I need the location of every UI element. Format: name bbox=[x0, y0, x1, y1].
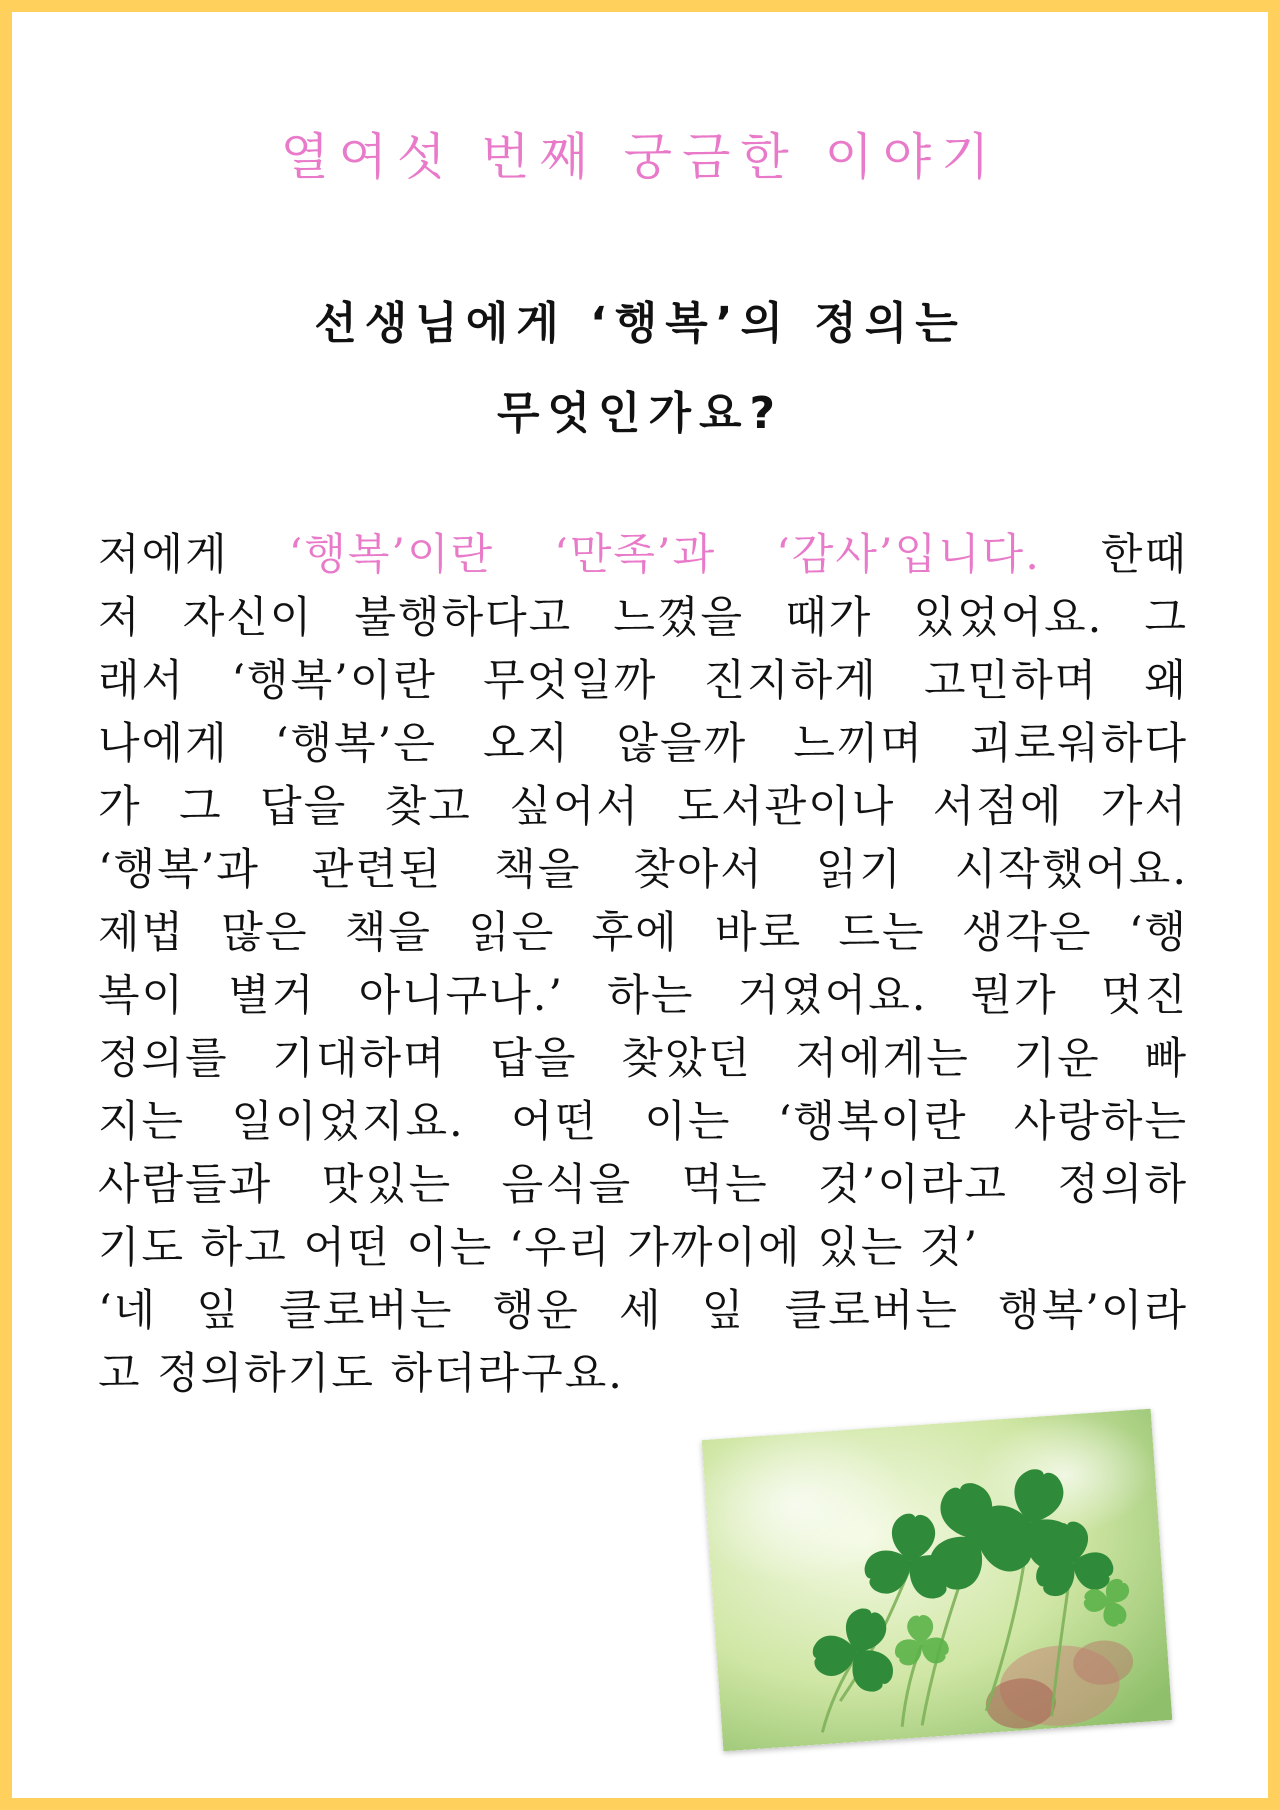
body-line: 래서 ‘행복’이란 무엇일까 진지하게 고민하며 왜 bbox=[98, 656, 1188, 706]
body-line: 고 정의하기도 하더라구요. bbox=[98, 1349, 624, 1399]
clover-photo bbox=[702, 1409, 1173, 1752]
body-line: 사람들과 맛있는 음식을 먹는 것’이라고 정의하 bbox=[98, 1160, 1188, 1210]
body-highlight: ‘행복’이란 ‘만족’과 ‘감사’입니다. bbox=[288, 530, 1041, 580]
body-text bbox=[98, 524, 1188, 1406]
clover-icon bbox=[702, 1409, 1173, 1752]
body-line: ‘네 잎 클로버는 행운 세 잎 클로버는 행복’이라 bbox=[98, 1286, 1188, 1336]
page-title: 열여섯 번째 궁금한 이야기 bbox=[280, 128, 1000, 186]
body-line: 지는 일이었지요. 어떤 이는 ‘행복이란 사랑하는 bbox=[98, 1097, 1188, 1147]
body-line: 나에게 ‘행복’은 오지 않을까 느끼며 괴로워하다 bbox=[98, 719, 1188, 769]
body-tail: 한때 bbox=[1040, 530, 1188, 580]
body-line: ‘행복’과 관련된 책을 찾아서 읽기 시작했어요. bbox=[98, 845, 1188, 895]
body-line-first bbox=[98, 524, 1188, 587]
body-line: 저 자신이 불행하다고 느꼈을 때가 있었어요. 그 bbox=[98, 593, 1188, 643]
question-line-1: 선생님에게 ‘행복’의 정의는 bbox=[314, 298, 966, 349]
question-line-2: 무엇인가요? bbox=[496, 388, 784, 439]
body-line: 정의를 기대하며 답을 찾았던 저에게는 기운 빠 bbox=[98, 1034, 1188, 1084]
body-line: 제법 많은 책을 읽은 후에 바로 드는 생각은 ‘행 bbox=[98, 908, 1188, 958]
body-line: 가 그 답을 찾고 싶어서 도서관이나 서점에 가서 bbox=[98, 782, 1188, 832]
body-lead: 저에게 bbox=[98, 530, 289, 580]
body-line: 기도 하고 어떤 이는 ‘우리 가까이에 있는 것’ bbox=[98, 1223, 980, 1273]
body-line: 복이 별거 아니구나.’ 하는 거였어요. 뭔가 멋진 bbox=[98, 971, 1188, 1021]
